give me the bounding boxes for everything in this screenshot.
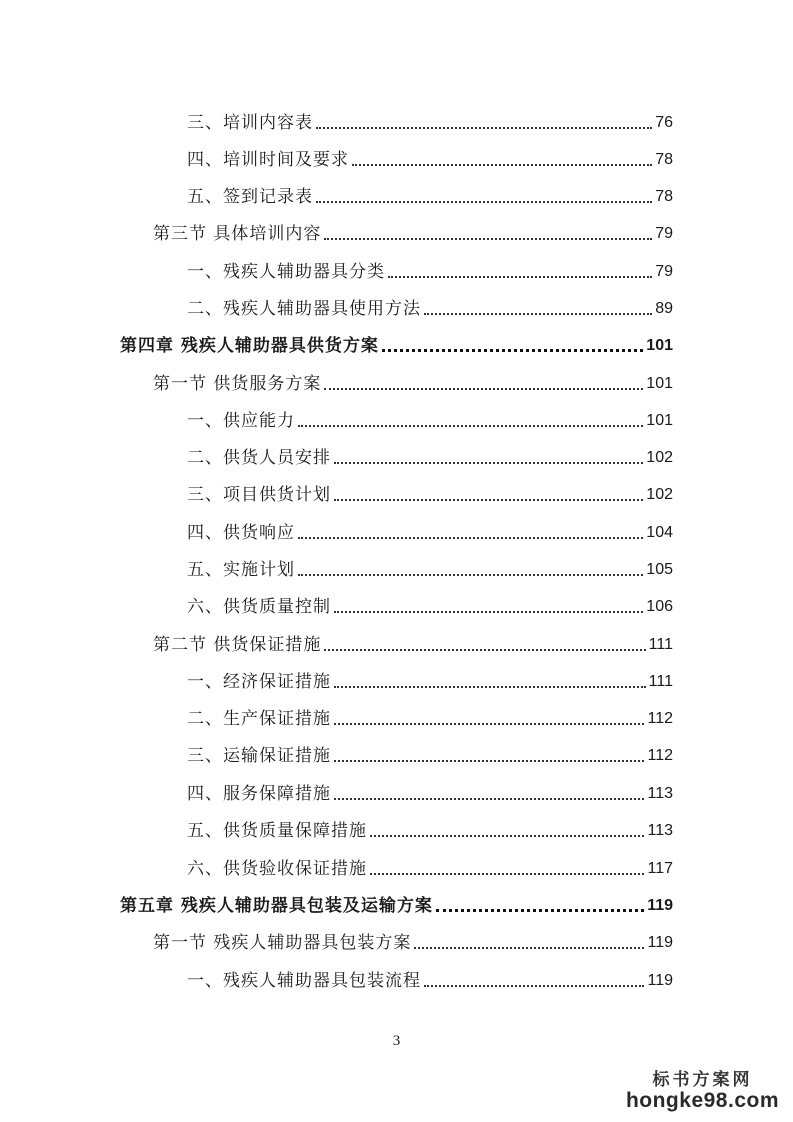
toc-entry-page: 117 — [647, 860, 673, 877]
toc-entry-section[interactable] — [153, 365, 673, 395]
toc-entry-page: 76 — [655, 114, 673, 131]
toc-entry-page: 113 — [647, 822, 673, 839]
toc-entry-page: 101 — [646, 412, 673, 429]
toc-entry[interactable] — [187, 775, 673, 805]
toc-entry-title: 四、培训时间及要求 — [187, 150, 349, 170]
dot-leader — [334, 798, 644, 800]
toc-entry-page: 106 — [646, 598, 673, 615]
toc-entry-title: 三、培训内容表 — [187, 113, 313, 133]
dot-leader — [324, 649, 645, 651]
toc-entry-page: 89 — [655, 300, 673, 317]
toc-entry-title: 第一节 供货服务方案 — [153, 374, 322, 394]
watermark-site-name: 标书方案网 — [652, 1070, 753, 1090]
toc-entry[interactable] — [187, 290, 673, 320]
watermark-url: hongke98.com — [625, 1089, 779, 1112]
toc-entry-title: 三、项目供货计划 — [187, 485, 331, 505]
toc-entry-page: 105 — [646, 561, 673, 578]
dot-leader — [316, 127, 652, 129]
toc-entry-chapter[interactable] — [120, 887, 673, 917]
toc-entry[interactable] — [187, 402, 673, 432]
toc-entry[interactable] — [187, 663, 673, 693]
toc-entry-title: 第一节 残疾人辅助器具包装方案 — [153, 933, 412, 953]
toc-entry[interactable] — [187, 812, 673, 842]
toc-entry-page: 102 — [646, 486, 673, 503]
toc-entry-title: 第五章 残疾人辅助器具包装及运输方案 — [120, 896, 433, 916]
dot-leader — [352, 164, 652, 166]
toc-entry-page: 112 — [647, 710, 673, 727]
dot-leader — [334, 686, 646, 688]
toc-entry-title: 一、残疾人辅助器具分类 — [187, 262, 385, 282]
toc-entry-page: 119 — [647, 972, 673, 989]
toc-entry[interactable] — [187, 962, 673, 992]
toc-entry-title: 五、供货质量保障措施 — [187, 821, 367, 841]
toc-entry-page: 78 — [655, 151, 673, 168]
dot-leader — [324, 388, 643, 390]
dot-leader — [388, 276, 652, 278]
dot-leader — [424, 985, 644, 987]
toc-entry-section[interactable] — [153, 215, 673, 245]
toc-entry-page: 101 — [646, 337, 673, 354]
toc-entry-page: 119 — [647, 897, 673, 914]
watermark — [626, 1065, 779, 1112]
dot-leader — [370, 873, 644, 875]
page-number: 3 — [392, 1033, 401, 1049]
toc-entry[interactable] — [187, 850, 673, 880]
toc-entry[interactable] — [187, 514, 673, 544]
toc-entry-page: 111 — [648, 636, 673, 653]
dot-leader — [298, 425, 643, 427]
toc-entry-page: 101 — [646, 375, 673, 392]
toc-entry-title: 第二节 供货保证措施 — [153, 635, 322, 655]
toc-entry-title: 六、供货质量控制 — [187, 597, 331, 617]
toc-entry[interactable] — [187, 700, 673, 730]
dot-leader — [298, 537, 643, 539]
toc-entry-page: 119 — [647, 934, 673, 951]
dot-leader — [334, 462, 643, 464]
toc-entry-page: 79 — [655, 263, 673, 280]
toc-entry[interactable] — [187, 178, 673, 208]
dot-leader — [382, 349, 643, 352]
toc-entry[interactable] — [187, 253, 673, 283]
toc-entry-title: 五、实施计划 — [187, 560, 295, 580]
toc-entry-page: 102 — [646, 449, 673, 466]
dot-leader — [334, 760, 644, 762]
dot-leader — [436, 909, 644, 912]
dot-leader — [334, 723, 644, 725]
toc-entry-title: 一、供应能力 — [187, 411, 295, 431]
toc-entry-title: 二、生产保证措施 — [187, 709, 331, 729]
toc-entry-page: 79 — [655, 225, 673, 242]
dot-leader — [370, 835, 644, 837]
toc-entry-title: 第三节 具体培训内容 — [153, 224, 322, 244]
toc-entry-page: 113 — [647, 785, 673, 802]
toc-entry-title: 第四章 残疾人辅助器具供货方案 — [120, 336, 379, 356]
dot-leader — [424, 313, 652, 315]
toc-entry-page: 104 — [646, 524, 673, 541]
toc-entry-page: 111 — [648, 673, 673, 690]
dot-leader — [316, 201, 652, 203]
toc-entry-title: 一、经济保证措施 — [187, 672, 331, 692]
dot-leader — [324, 238, 652, 240]
dot-leader — [298, 574, 643, 576]
toc-entry-title: 四、服务保障措施 — [187, 784, 331, 804]
toc-entry-page: 112 — [647, 747, 673, 764]
toc-entry[interactable] — [187, 104, 673, 134]
toc-entry-title: 四、供货响应 — [187, 523, 295, 543]
toc-entry-page: 78 — [655, 188, 673, 205]
toc-entry[interactable] — [187, 551, 673, 581]
toc-entry[interactable] — [187, 737, 673, 767]
toc-entry-title: 三、运输保证措施 — [187, 746, 331, 766]
toc-entry[interactable] — [187, 476, 673, 506]
toc-entry[interactable] — [187, 588, 673, 618]
toc-entry-title: 五、签到记录表 — [187, 187, 313, 207]
toc-entry[interactable] — [187, 439, 673, 469]
toc-entry-title: 一、残疾人辅助器具包装流程 — [187, 971, 421, 991]
dot-leader — [334, 499, 643, 501]
toc-entry-title: 六、供货验收保证措施 — [187, 859, 367, 879]
toc-entry-chapter[interactable] — [120, 327, 673, 357]
toc-entry[interactable] — [187, 141, 673, 171]
dot-leader — [414, 947, 644, 949]
toc-entry-title: 二、供货人员安排 — [187, 448, 331, 468]
toc-entry-title: 二、残疾人辅助器具使用方法 — [187, 299, 421, 319]
toc-entry-section[interactable] — [153, 626, 673, 656]
dot-leader — [334, 611, 643, 613]
toc-entry-section[interactable] — [153, 924, 673, 954]
